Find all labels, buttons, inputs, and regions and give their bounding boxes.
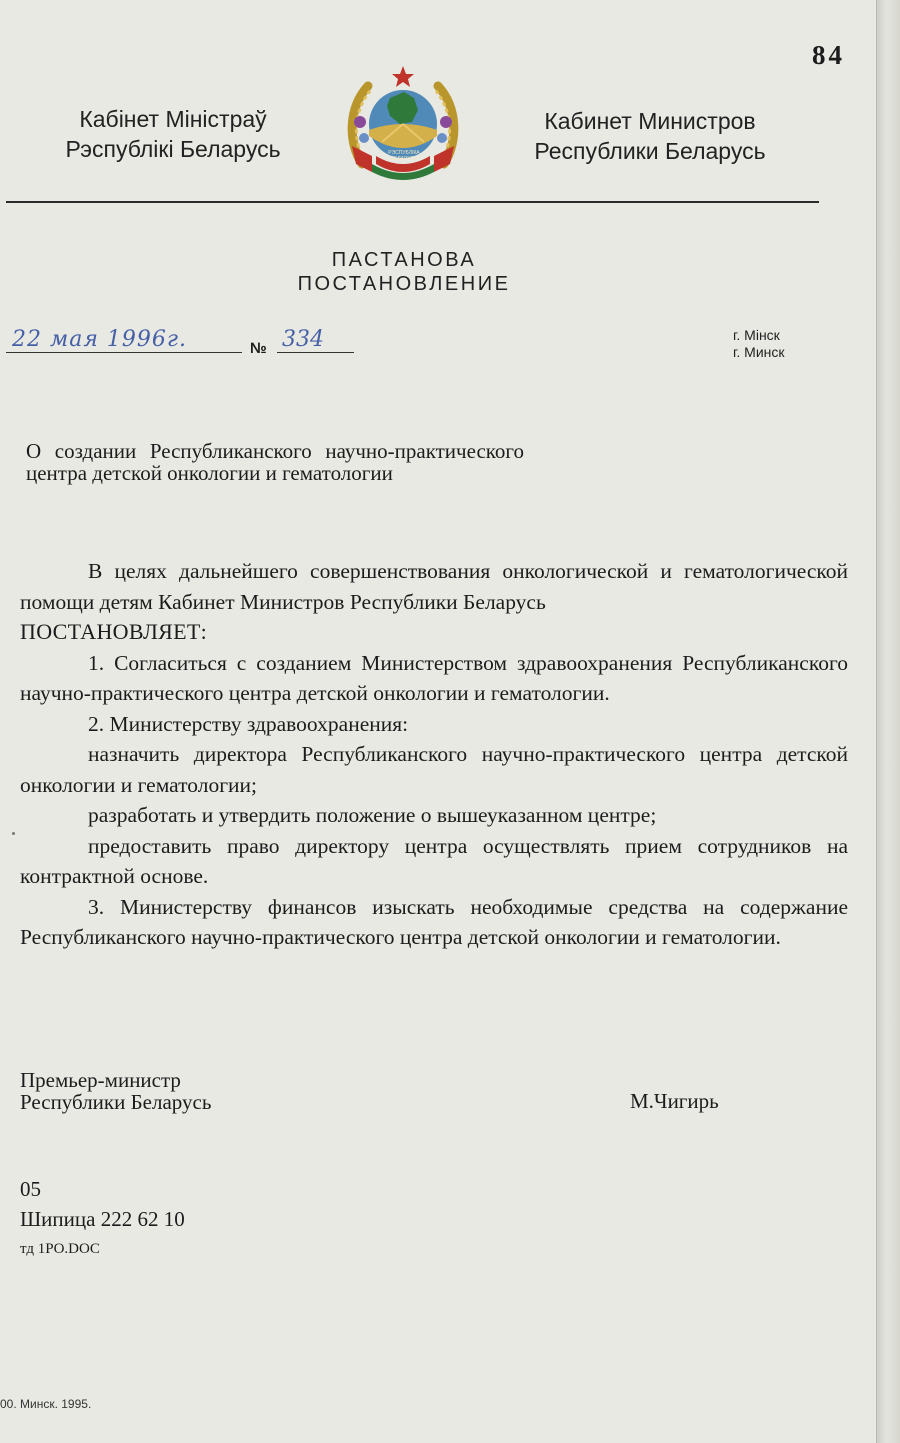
- paper-speck: [12, 832, 15, 835]
- header-issuer-russian-line1: Кабинет Министров: [544, 108, 756, 134]
- print-mark: 00. Минск. 1995.: [0, 1397, 92, 1411]
- emblem-ribbon-text-line1: РЭСПУБЛІКА: [388, 150, 420, 156]
- header-issuer-belarusian: [38, 104, 308, 164]
- handwritten-date: 22 мая 1996г.: [12, 327, 188, 352]
- header-divider: [6, 201, 819, 203]
- number-sign: №: [250, 340, 267, 357]
- header-issuer-belarusian-line2: Рэспублікі Беларусь: [65, 136, 281, 162]
- signatory-position-line2: Республики Беларусь: [20, 1090, 212, 1114]
- city-russian: г. Минск: [733, 344, 785, 360]
- header-issuer-russian-line2: Республики Беларусь: [534, 138, 766, 164]
- item-2b-paragraph: разработать и утвердить положение о вышеуказанном центре;: [88, 803, 657, 827]
- signatory-name: М.Чигирь: [630, 1089, 719, 1113]
- state-emblem-icon: [342, 64, 464, 188]
- header-issuer-russian: [510, 106, 790, 166]
- item-3-paragraph: 3. Министерству финансов изыскать необходимые средства на содержание Республиканского научно-практического центра детской онкологии и гематологии.: [20, 894, 848, 949]
- document-type-belarusian: ПАСТАНОВА: [331, 249, 477, 271]
- document-type-russian: ПОСТАНОВЛЕНИЕ: [297, 273, 511, 295]
- emblem-ribbon-text: [370, 150, 438, 162]
- signatory-position-line1: Премьер-министр: [20, 1068, 181, 1092]
- signatory-position: [20, 1069, 211, 1113]
- footer-code: 05: [20, 1177, 41, 1201]
- footer-file: тд 1PO.DOC: [20, 1241, 100, 1257]
- handwritten-number: 334: [282, 327, 324, 352]
- binding-edge: [876, 0, 900, 1443]
- header-issuer-belarusian-line1: Кабінет Міністраў: [79, 106, 267, 132]
- city-belarusian: г. Мінск: [733, 327, 780, 343]
- resolves-keyword: ПОСТАНОВЛЯЕТ:: [20, 619, 208, 644]
- item-2c-paragraph: предоставить право директору центра осуществлять прием сотрудников на контрактной основе.: [20, 833, 848, 888]
- number-underline: [277, 352, 354, 353]
- subject-heading: О создании Республиканского научно-практического центра детской онкологии и гематологии: [26, 439, 524, 485]
- item-2a-paragraph: назначить директора Республиканского научно-практического центра детской онкологии и гематологии;: [20, 742, 848, 797]
- resolution-body: [20, 556, 848, 953]
- preamble-paragraph: В целях дальнейшего совершенствования онкологической и гематологической помощи детям Кабинет Министров Республики Беларусь: [20, 559, 848, 614]
- emblem-ribbon-text-line2: БЕЛАРУСЬ: [390, 156, 418, 162]
- footer-executor: Шипица 222 62 10: [20, 1207, 185, 1231]
- item-1-paragraph: 1. Согласиться с созданием Министерством здравоохранения Республиканского научно-практического центра детской онкологии и гематологии.: [20, 650, 848, 705]
- date-underline: [6, 352, 242, 353]
- item-2-heading: 2. Министерству здравоохранения:: [88, 711, 409, 736]
- page-number: 84: [812, 40, 845, 70]
